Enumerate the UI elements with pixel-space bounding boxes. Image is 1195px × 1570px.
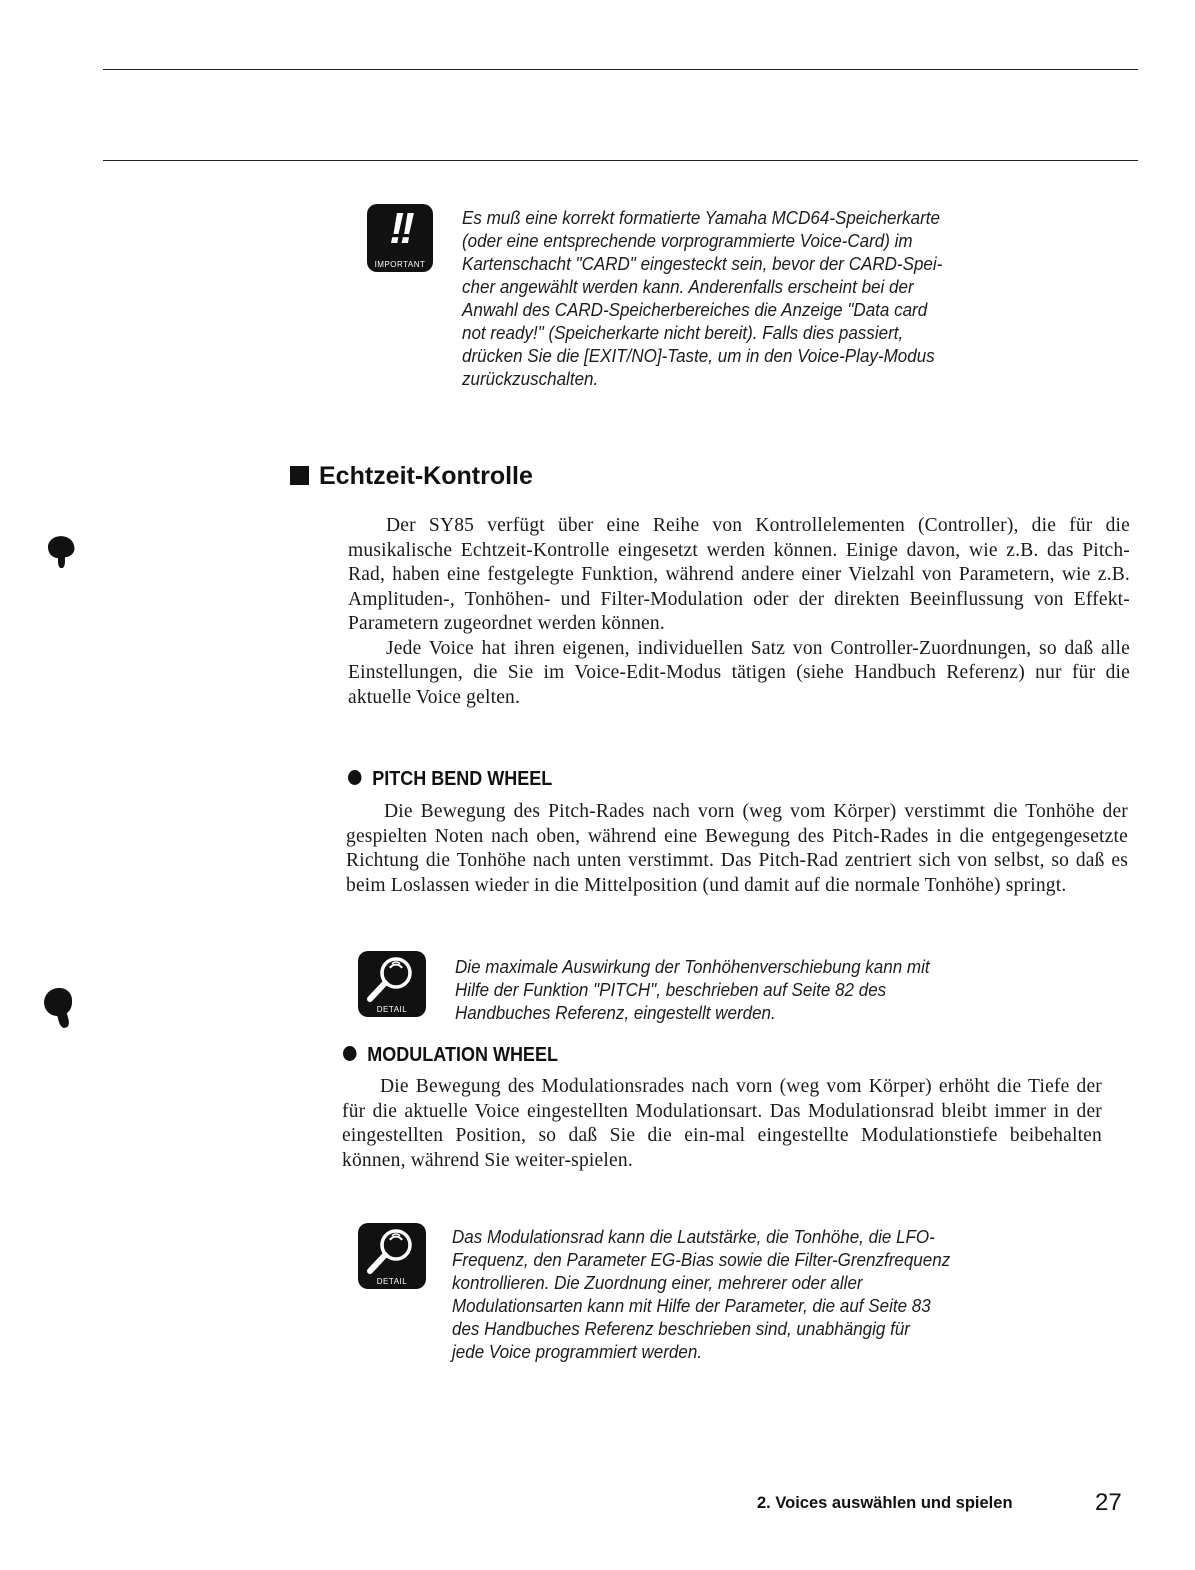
note-line: (oder eine entsprechende vorprogrammierte Voice-Card) im bbox=[462, 230, 913, 251]
bullet-icon bbox=[343, 1046, 357, 1061]
magnifier-icon bbox=[358, 1223, 426, 1289]
note-line: Handbuches Referenz, eingestellt werden. bbox=[455, 1002, 776, 1023]
modulation-detail-note bbox=[452, 1225, 986, 1363]
paragraph: Die Bewegung des Pitch-Rades nach vorn (weg vom Körper) verstimmt die Tonhöhe der gespielten Noten nach oben, während eine Bewegung des Pitch-Rades in die entgegengesetzte Richtung die Tonhöhe nach unten verstimmt. Das Pitch-Rad zentriert sich von selbst, so daß es beim Loslassen wieder in die Mittelposition (und damit auf die normale Tonhöhe) springt. bbox=[346, 801, 1128, 896]
note-line: not ready!" (Speicherkarte nicht bereit). Falls dies passiert, bbox=[462, 322, 904, 343]
section-heading-text: Echtzeit-Kontrolle bbox=[319, 462, 533, 490]
page-number: 27 bbox=[1095, 1489, 1122, 1516]
magnifier-glyph bbox=[364, 955, 420, 1003]
note-line: Es muß eine korrekt formatierte Yamaha MCD64-Speicherkarte bbox=[462, 207, 941, 228]
note-line: Das Modulationsrad kann die Lautstärke, die Tonhöhe, die LFO- bbox=[452, 1226, 935, 1247]
paragraph: Die Bewegung des Modulationsrades nach vorn (weg vom Körper) erhöht die Tiefe der für die aktuelle Voice eingestellten Modulationsart. Das Modulationsrad bleibt immer in der eingestellten Position, so daß Sie die ein-mal eingestellte Modulationstiefe beibehalten können, während Sie weiter-spielen. bbox=[342, 1076, 1102, 1171]
important-icon bbox=[367, 204, 433, 272]
note-line: Frequenz, den Parameter EG-Bias sowie die Filter-Grenzfrequenz bbox=[452, 1249, 951, 1270]
note-line: jede Voice programmiert werden. bbox=[452, 1341, 703, 1362]
punch-hole-mark bbox=[58, 552, 65, 568]
detail-badge-label: DETAIL bbox=[376, 1277, 408, 1286]
pitch-bend-heading bbox=[348, 768, 552, 791]
pitch-bend-text bbox=[346, 800, 1128, 898]
note-line: cher angewählt werden kann. Anderenfalls erscheint bei der bbox=[462, 276, 914, 297]
important-note bbox=[462, 206, 996, 390]
modulation-heading bbox=[343, 1044, 558, 1067]
note-line: des Handbuches Referenz beschrieben sind, unabhängig für bbox=[452, 1318, 910, 1339]
square-bullet-icon bbox=[290, 466, 309, 485]
paragraph: Der SY85 verfügt über eine Reihe von Kontrollelementen (Controller), die für die musikalische Echtzeit-Kontrolle eingesetzt werden können. Einige davon, wie z.B. das Pitch-Rad, haben eine festgelegte Funktion, während andere einer Vielzahl von Parametern, wie z.B. Amplituden-, Tonhöhen- und Filter-Modulation oder der direkten Beeinflussung von Effekt-Parametern zugeordnet werden können. bbox=[348, 515, 1130, 634]
note-line: Kartenschacht "CARD" eingesteckt sein, bevor der CARD-Spei- bbox=[462, 253, 943, 274]
modulation-text bbox=[342, 1075, 1102, 1173]
modulation-heading-text: MODULATION WHEEL bbox=[367, 1044, 558, 1066]
note-line: Die maximale Auswirkung der Tonhöhenverschiebung kann mit bbox=[455, 956, 930, 977]
note-line: Modulationsarten kann mit Hilfe der Parameter, die auf Seite 83 bbox=[452, 1295, 931, 1316]
pitch-detail-note bbox=[455, 955, 989, 1024]
note-line: Hilfe der Funktion "PITCH", beschrieben auf Seite 82 des bbox=[455, 979, 887, 1000]
note-line: kontrollieren. Die Zuordnung einer, mehrerer oder aller bbox=[452, 1272, 863, 1293]
paragraph: Jede Voice hat ihren eigenen, individuellen Satz von Controller-Zuordnungen, so daß alle Einstellungen, die Sie im Voice-Edit-Modus tätigen (siehe Handbuch Referenz) nur für die aktuelle Voice gelten. bbox=[348, 637, 1130, 708]
magnifier-icon bbox=[358, 951, 426, 1017]
header-rule bbox=[103, 160, 1138, 161]
footer-chapter-title: 2. Voices auswählen und spielen bbox=[757, 1494, 1013, 1512]
detail-badge-label: DETAIL bbox=[376, 1005, 408, 1014]
important-mark: !! bbox=[389, 204, 411, 253]
intro-text bbox=[348, 514, 1130, 710]
section-heading bbox=[290, 462, 533, 491]
note-line: drücken Sie die [EXIT/NO]-Taste, um in den Voice-Play-Modus bbox=[462, 345, 935, 366]
top-rule bbox=[103, 69, 1138, 70]
bullet-icon bbox=[348, 770, 362, 785]
important-badge-label: IMPORTANT bbox=[374, 260, 426, 269]
pitch-bend-heading-text: PITCH BEND WHEEL bbox=[372, 768, 553, 790]
note-line: zurückzuschalten. bbox=[462, 368, 599, 389]
magnifier-glyph bbox=[364, 1227, 420, 1275]
note-line: Anwahl des CARD-Speicherbereiches die Anzeige "Data card bbox=[462, 299, 928, 320]
